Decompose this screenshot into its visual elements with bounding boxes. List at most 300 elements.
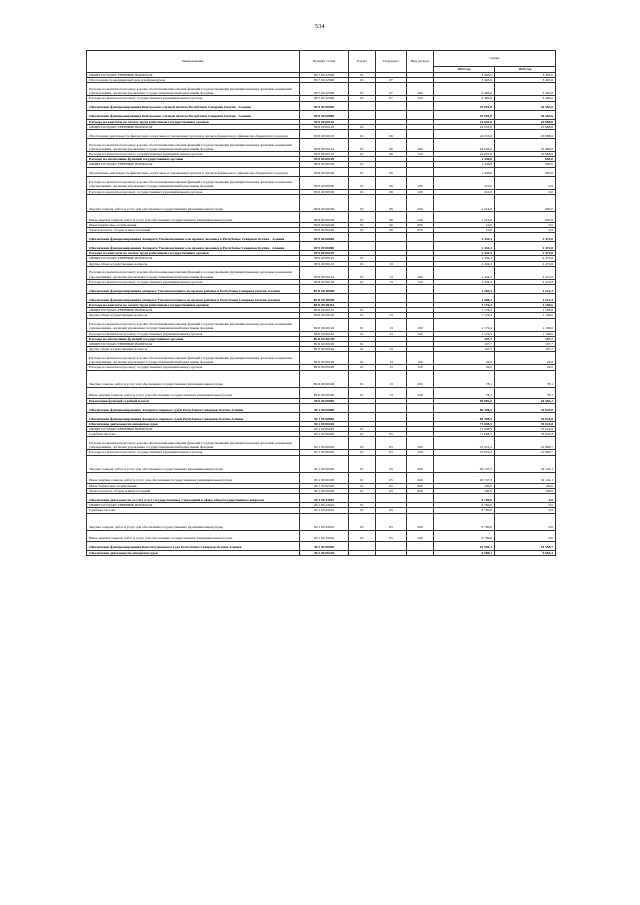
row-name: Уплата налогов, сборов и иных платежей [87, 228, 300, 233]
row-sum-2025: 1 106,6 [495, 331, 556, 336]
row-sum-2025: 76 024,8 [495, 421, 556, 426]
row-target: 89 Б 00 00110 [300, 313, 349, 318]
row-name: ОБЩЕГОСУДАРСТВЕННЫЕ ВОПРОСЫ [87, 256, 300, 261]
row-section [349, 541, 376, 550]
row-sum-2025: 76 024,8 [495, 432, 556, 437]
table-row [87, 455, 556, 472]
row-subsection: 07 [376, 78, 407, 83]
table-body [87, 73, 556, 556]
table-row [87, 139, 556, 152]
row-expense-type: 100 [407, 266, 434, 279]
row-target: 89 9 00 00110 [300, 279, 349, 284]
row-section: 01 [349, 124, 376, 129]
row-target: 89 8 00 00000 [300, 110, 349, 119]
row-sum-2024: 1 284,1 [434, 285, 495, 294]
row-expense-type: 850 [407, 488, 434, 493]
row-expense-type: 120 [407, 189, 434, 194]
row-subsection: 06 [376, 130, 407, 139]
row-expense-type: 200 [407, 370, 434, 387]
row-sum-2024: 107,7 [434, 336, 495, 341]
row-name: Иные бюджетные ассигнования [87, 222, 300, 227]
row-name: Расходы на выплаты персоналу государственных (муниципальных) органов [87, 152, 300, 157]
row-expense-type [407, 294, 434, 303]
row-sum-2024: 8 700,0 [434, 494, 495, 503]
row-section: 01 [349, 472, 376, 483]
row-section: 01 [349, 266, 376, 279]
row-subsection: 13 [376, 370, 407, 387]
row-sum-2025: 18 558,7 [495, 541, 556, 550]
row-sum-2025: 25 868,6 [495, 139, 556, 152]
row-subsection: 05 [376, 488, 407, 493]
row-subsection: 13 [376, 387, 407, 398]
row-sum-2024: 24 655,0 [434, 130, 495, 139]
row-section: 01 [349, 455, 376, 472]
row-target: 90 1 00 00220 [300, 450, 349, 455]
row-name: Другие общегосударственные вопросы [87, 347, 300, 352]
row-expense-type: 120 [407, 96, 434, 101]
row-target: 89 Б 00 00190 [300, 365, 349, 370]
table-row [87, 101, 556, 110]
row-sum-2024: 1 176,4 [434, 331, 495, 336]
row-target: 89 8 00 00190 [300, 222, 349, 227]
row-expense-type: 200 [407, 455, 434, 472]
row-target: 89 8 00 00190 [300, 167, 349, 176]
row-target: 89 Б 00 00190 [300, 387, 349, 398]
table-row [87, 78, 556, 83]
row-expense-type [407, 403, 434, 412]
row-section: 01 [349, 437, 376, 450]
row-section: 01 [349, 352, 376, 365]
row-expense-type: 850 [407, 228, 434, 233]
row-sum-2024: 25 091,8 [434, 101, 495, 110]
row-sum-2025: 78,1 [495, 387, 556, 398]
row-sum-2024: 2 434,3 [434, 261, 495, 266]
row-expense-type: 120 [407, 331, 434, 336]
row-target: 89 8 00 00000 [300, 101, 349, 110]
row-target: 90 1 00 00000 [300, 412, 349, 421]
row-expense-type [407, 550, 434, 555]
row-sum-2024: 2 434,3 [434, 256, 495, 261]
row-expense-type: 120 [407, 450, 434, 455]
row-name: ОБЩЕГОСУДАРСТВЕННЫЕ ВОПРОСЫ [87, 124, 300, 129]
row-sum-2024: 210,0 [434, 189, 495, 194]
row-sum-2025: 0,0 [495, 503, 556, 508]
table-row [87, 513, 556, 530]
row-expense-type: 240 [407, 387, 434, 398]
row-name: Расходы на выплаты персоналу государственных (муниципальных) органов [87, 450, 300, 455]
table-row [87, 176, 556, 189]
row-target: 89 Б 00 00190 [300, 336, 349, 341]
row-subsection: 07 [376, 96, 407, 101]
row-sum-2024: 78,1 [434, 370, 495, 387]
row-target: 89 Б 00 00190 [300, 352, 349, 365]
row-sum-2024: 71 698,5 [434, 421, 495, 426]
row-expense-type: 800 [407, 483, 434, 488]
table-row [87, 242, 556, 251]
row-sum-2024: 99 983,6 [434, 398, 495, 403]
row-subsection: 05 [376, 472, 407, 483]
row-subsection [376, 242, 407, 251]
row-name: Обеспечение деятельности аппаратов судов [87, 421, 300, 426]
row-sum-2025: 76 024,8 [495, 403, 556, 412]
table-row [87, 189, 556, 194]
row-sum-2024: 1 176,4 [434, 318, 495, 331]
table-row [87, 450, 556, 455]
row-sum-2024: 1 216,8 [434, 194, 495, 211]
row-name: Обеспечение функционирования Аппарата мировых судей Республики Северная Осетия-Алания [87, 403, 300, 412]
row-section [349, 233, 376, 242]
row-section [349, 242, 376, 251]
row-section: 01 [349, 387, 376, 398]
row-name: ОБЩЕГОСУДАРСТВЕННЫЕ ВОПРОСЫ [87, 308, 300, 313]
row-name: Обеспечение деятельности аппаратов судов [87, 550, 300, 555]
row-subsection [376, 285, 407, 294]
row-sum-2024: 41 851,2 [434, 450, 495, 455]
row-name: Другие общегосударственные вопросы [87, 261, 300, 266]
row-name: Обеспечение функционирования Конституционного Суда Республики Северная Осетия-Алания [87, 541, 300, 550]
page-number: 534 [315, 24, 325, 30]
row-sum-2024: 29,6 [434, 352, 495, 365]
row-sum-2025: 29,6 [495, 352, 556, 365]
row-sum-2025: 0,0 [495, 530, 556, 541]
row-section: 01 [349, 370, 376, 387]
row-section: 01 [349, 228, 376, 233]
row-subsection [376, 494, 407, 503]
table-row [87, 303, 556, 308]
row-name: Судебная система [87, 432, 300, 437]
row-target: 89 8 00 00110 [300, 152, 349, 157]
row-sum-2025: 76 024,8 [495, 427, 556, 432]
row-section: 01 [349, 483, 376, 488]
row-sum-2025: 1 106,6 [495, 318, 556, 331]
row-sum-2024: 1 176,4 [434, 303, 495, 308]
row-name: Расходы на выплаты персоналу в целях обеспечения выполнения функций государственными (муниципальными) органами, казенными учреждениями, органами управления государственными внебюджетными фондами [87, 266, 300, 279]
row-sum-2024: 24 655,0 [434, 139, 495, 152]
row-section: 01 [349, 73, 376, 78]
row-name: Обеспечение проведения выборов и референдумов [87, 78, 300, 83]
row-name: ОБЩЕГОСУДАРСТВЕННЫЕ ВОПРОСЫ [87, 427, 300, 432]
row-target: 90 1 00 00000 [300, 403, 349, 412]
row-subsection: 13 [376, 279, 407, 284]
row-name: Иные закупки товаров, работ и услуг для обеспечения государственных (муниципальных) нужд [87, 472, 300, 483]
row-name: Обеспечение функционирования Аппарата Уполномоченного по правам человека в Республике Северная Осетия - Алания [87, 233, 300, 242]
row-sum-2025: 3 465,6 [495, 78, 556, 83]
row-subsection: 06 [376, 189, 407, 194]
row-name: Расходы на выплаты персоналу государственных (муниципальных) органов [87, 331, 300, 336]
row-sum-2024: 100,0 [434, 483, 495, 488]
row-sum-2024: 1 436,8 [434, 157, 495, 162]
row-section: 01 [349, 313, 376, 318]
row-sum-2025: 100,0 [495, 488, 556, 493]
row-sum-2025: 2 472,8 [495, 261, 556, 266]
row-sum-2025: 0,0 [495, 494, 556, 503]
row-expense-type: 120 [407, 279, 434, 284]
row-name: Реализация функций судебной власти [87, 398, 300, 403]
row-expense-type [407, 101, 434, 110]
row-section: 01 [349, 261, 376, 266]
row-name: Расходы на выплаты персоналу в целях обеспечения выполнения функций государственными (муниципальными) органами, казенными учреждениями, органами управления государственными внебюджетными фондами [87, 176, 300, 189]
row-sum-2024: 8 700,0 [434, 513, 495, 530]
row-target: 90 1 00 00220 [300, 455, 349, 472]
row-sum-2024: 24 655,0 [434, 124, 495, 129]
row-section: 01 [349, 530, 376, 541]
row-sum-2025: 107,7 [495, 347, 556, 352]
row-name: Закупка товаров, работ и услуг для обеспечения государственных (муниципальных) нужд [87, 194, 300, 211]
row-target: 89 9 00 00000 [300, 242, 349, 251]
row-sum-2025: 9 064,3 [495, 550, 556, 555]
table-row [87, 550, 556, 555]
row-subsection [376, 412, 407, 421]
row-sum-2025: 41 800,7 [495, 450, 556, 455]
row-sum-2024: 1 176,4 [434, 313, 495, 318]
row-section [349, 403, 376, 412]
row-name: Обеспечение деятельности финансовых, налоговых и таможенных органов и органов финансового (финансово-бюджетного) надзора [87, 167, 300, 176]
row-subsection: 05 [376, 450, 407, 455]
row-expense-type [407, 233, 434, 242]
row-name: ОБЩЕГОСУДАРСТВЕННЫЕ ВОПРОСЫ [87, 73, 300, 78]
row-section: 01 [349, 318, 376, 331]
row-name: Расходы на обеспечение функций государственных органов [87, 157, 300, 162]
row-target: 89 Б 00 00110 [300, 308, 349, 313]
row-expense-type [407, 242, 434, 251]
row-sum-2025: 695,0 [495, 162, 556, 167]
row-sum-2024: 1 216,8 [434, 211, 495, 222]
row-sum-2025: 0,0 [495, 228, 556, 233]
row-target: 90 1 00 43010 [300, 508, 349, 513]
row-section: 01 [349, 503, 376, 508]
table-row [87, 194, 556, 211]
row-target: 89 8 00 00190 [300, 228, 349, 233]
row-sum-2025: 2 472,8 [495, 251, 556, 256]
row-target: 89 Б 00 00110 [300, 303, 349, 308]
row-sum-2024: 24 655,0 [434, 152, 495, 157]
row-section: 01 [349, 162, 376, 167]
row-subsection: 06 [376, 228, 407, 233]
row-subsection [376, 110, 407, 119]
row-subsection [376, 403, 407, 412]
table-header [87, 51, 556, 73]
row-target: 89 9 00 00110 [300, 261, 349, 266]
row-sum-2025: 3 465,6 [495, 96, 556, 101]
row-target: 90 1 00 00220 [300, 437, 349, 450]
row-target: 89 8 00 00190 [300, 194, 349, 211]
table-row [87, 318, 556, 331]
row-expense-type: 100 [407, 352, 434, 365]
row-expense-type [407, 167, 434, 176]
row-expense-type: 100 [407, 437, 434, 450]
row-target: 90 2 00 00220 [300, 550, 349, 555]
row-target: 89 9 00 00110 [300, 256, 349, 261]
row-subsection: 05 [376, 530, 407, 541]
row-sum-2024: 41 851,2 [434, 437, 495, 450]
row-expense-type: 200 [407, 194, 434, 211]
table-row [87, 331, 556, 336]
table-row [87, 494, 556, 503]
row-target: 90 1 00 00220 [300, 488, 349, 493]
row-sum-2025: 34 124,1 [495, 472, 556, 483]
row-name: Расходы на выплаты персоналу государственных (муниципальных) органов [87, 189, 300, 194]
row-sum-2025: 1 106,6 [495, 313, 556, 318]
table-row [87, 233, 556, 242]
row-name: Расходы на выплаты персоналу в целях обеспечения выполнения функций государственными (муниципальными) органами, казенными учреждениями, органами управления государственными внебюджетными фондами [87, 83, 300, 96]
row-sum-2025: 34 124,1 [495, 455, 556, 472]
row-expense-type [407, 285, 434, 294]
row-expense-type: 100 [407, 139, 434, 152]
row-target: 89 7 00 22560 [300, 96, 349, 101]
row-section: 01 [349, 83, 376, 96]
row-sum-2024: 1 176,4 [434, 308, 495, 313]
row-name: Расходы на выплаты персоналу государственных (муниципальных) органов [87, 279, 300, 284]
row-section [349, 294, 376, 303]
row-sum-2024: 29,6 [434, 365, 495, 370]
row-expense-type [407, 130, 434, 139]
row-subsection: 05 [376, 437, 407, 450]
row-target: 90 1 00 00220 [300, 472, 349, 483]
row-section [349, 110, 376, 119]
row-section: 01 [349, 78, 376, 83]
header-year1: 2024 год [434, 67, 495, 73]
row-name: Иные закупки товаров, работ и услуг для обеспечения государственных (муниципальных) нужд [87, 530, 300, 541]
row-sum-2024: 8 700,0 [434, 503, 495, 508]
table-row [87, 285, 556, 294]
row-target: 89 Б 00 00190 [300, 370, 349, 387]
row-section: 01 [349, 342, 376, 347]
row-sum-2025: 695,0 [495, 211, 556, 222]
row-subsection: 05 [376, 513, 407, 530]
table-row [87, 387, 556, 398]
header-year2: 2025 год [495, 67, 556, 73]
table-row [87, 110, 556, 119]
row-sum-2024: 71 698,5 [434, 427, 495, 432]
row-name: Обеспечение функционирования Контрольно-счетной палаты Республики Северная Осетия - Алания [87, 101, 300, 110]
table-row [87, 83, 556, 96]
row-subsection: 06 [376, 194, 407, 211]
row-name: Расходы на выплаты по оплате труда работников государственных органов [87, 303, 300, 308]
row-target: 89 Б 00 00110 [300, 318, 349, 331]
row-subsection: 06 [376, 176, 407, 189]
row-subsection: 05 [376, 455, 407, 472]
table-row [87, 352, 556, 365]
row-target: 89 8 00 00110 [300, 139, 349, 152]
budget-table [86, 50, 556, 556]
row-name: ОБЩЕГОСУДАРСТВЕННЫЕ ВОПРОСЫ [87, 503, 300, 508]
row-name: Закупка товаров, работ и услуг для обеспечения государственных (муниципальных) нужд [87, 513, 300, 530]
row-subsection: 06 [376, 152, 407, 157]
table-row [87, 412, 556, 421]
row-subsection [376, 550, 407, 555]
row-subsection: 13 [376, 318, 407, 331]
row-sum-2024: 3 465,6 [434, 96, 495, 101]
table-row [87, 119, 556, 124]
row-target: 89 9 00 00110 [300, 266, 349, 279]
row-expense-type: 100 [407, 176, 434, 189]
row-target: 89 8 00 00190 [300, 176, 349, 189]
row-sum-2024: 1 436,8 [434, 162, 495, 167]
row-subsection [376, 101, 407, 110]
row-subsection: 13 [376, 347, 407, 352]
row-sum-2024: 2 434,3 [434, 242, 495, 251]
row-subsection: 13 [376, 313, 407, 318]
row-target: 89 8 00 00190 [300, 157, 349, 162]
row-sum-2024: 29 747,3 [434, 455, 495, 472]
row-subsection [376, 233, 407, 242]
row-expense-type: 100 [407, 318, 434, 331]
table-row [87, 96, 556, 101]
row-sum-2024: 2 434,3 [434, 233, 495, 242]
table-row [87, 294, 556, 303]
row-section: 01 [349, 432, 376, 437]
row-subsection: 06 [376, 167, 407, 176]
row-expense-type: 200 [407, 513, 434, 530]
row-name: Обеспечение функционирования Аппарата Уполномоченного по правам человека в Республике Северная Осетия - Алания [87, 242, 300, 251]
row-target: 89 8 00 00190 [300, 162, 349, 167]
row-section: 01 [349, 256, 376, 261]
row-sum-2025: 29,6 [495, 365, 556, 370]
row-name: Расходы на выплаты персоналу в целях обеспечения выполнения функций государственными (муниципальными) органами, казенными учреждениями, органами управления государственными внебюджетными фондами [87, 318, 300, 331]
row-subsection: 06 [376, 139, 407, 152]
row-sum-2024: 71 698,5 [434, 432, 495, 437]
table-row [87, 472, 556, 483]
header-section: Раздел [349, 51, 376, 73]
row-target: 90 1 00 43010 [300, 530, 349, 541]
row-subsection: 07 [376, 83, 407, 96]
row-expense-type [407, 541, 434, 550]
row-sum-2025: 1 106,6 [495, 303, 556, 308]
row-name: ОБЩЕГОСУДАРСТВЕННЫЕ ВОПРОСЫ [87, 162, 300, 167]
row-target: 89 7 00 22560 [300, 83, 349, 96]
row-section: 01 [349, 508, 376, 513]
row-sum-2024: 3 465,6 [434, 78, 495, 83]
row-sum-2024: 3 465,6 [434, 73, 495, 78]
row-subsection: 05 [376, 508, 407, 513]
row-section [349, 412, 376, 421]
row-sum-2025: 1 214,3 [495, 294, 556, 303]
row-sum-2024: 29 747,3 [434, 472, 495, 483]
row-subsection [376, 294, 407, 303]
row-target: 89 Б 00 00000 [300, 285, 349, 294]
row-subsection: 05 [376, 432, 407, 437]
row-section: 01 [349, 194, 376, 211]
row-sum-2025: 41 800,7 [495, 437, 556, 450]
row-section: 01 [349, 331, 376, 336]
row-sum-2024: 2 434,3 [434, 279, 495, 284]
row-sum-2024: 107,7 [434, 347, 495, 352]
row-target: 89 Б 00 00190 [300, 342, 349, 347]
row-name: Расходы на выплаты персоналу в целях обеспечения выполнения функций государственными (муниципальными) органами, казенными учреждениями, органами управления государственными внебюджетными фондами [87, 352, 300, 365]
row-sum-2025: 0,0 [495, 513, 556, 530]
row-subsection: 06 [376, 222, 407, 227]
row-subsection: 05 [376, 483, 407, 488]
table-row [87, 370, 556, 387]
row-section: 01 [349, 427, 376, 432]
row-subsection: 13 [376, 266, 407, 279]
row-name: Иные бюджетные ассигнования [87, 483, 300, 488]
row-target: 90 1 00 43010 [300, 513, 349, 530]
row-target: 90 1 00 00220 [300, 427, 349, 432]
row-target: 89 8 00 00110 [300, 124, 349, 129]
row-name: Расходы на выплаты персоналу в целях обеспечения выполнения функций государственными (муниципальными) органами, казенными учреждениями, органами управления государственными внебюджетными фондами [87, 139, 300, 152]
row-sum-2024: 8 700,0 [434, 508, 495, 513]
table-row [87, 130, 556, 139]
header-name: Наименование [87, 51, 300, 73]
row-sum-2024: 78,1 [434, 387, 495, 398]
row-sum-2024: 3 465,6 [434, 83, 495, 96]
table-row [87, 152, 556, 157]
table-row [87, 421, 556, 426]
row-section: 01 [349, 279, 376, 284]
row-target: 90 1 00 43010 [300, 494, 349, 503]
row-name: Иные закупки товаров, работ и услуг для обеспечения государственных (муниципальных) нужд [87, 211, 300, 222]
